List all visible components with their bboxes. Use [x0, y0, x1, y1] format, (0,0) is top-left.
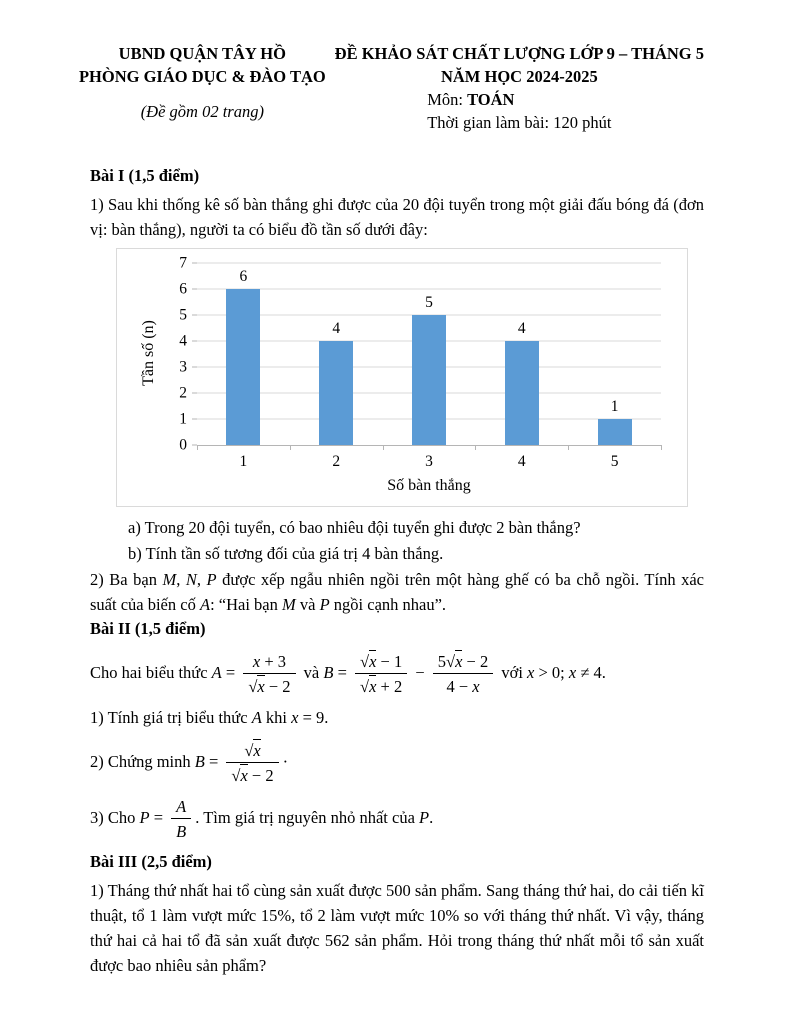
minus-sign: − [415, 662, 425, 682]
condition-text: x > 0; x ≠ 4. [527, 662, 606, 682]
subject-line [427, 88, 611, 111]
chart-gridline [197, 263, 661, 264]
x-axis-tick-mark [383, 445, 384, 450]
y-axis-tick-label: 7 [179, 254, 187, 272]
expression-A-lhs: A = [211, 662, 236, 682]
bai2-expressions [90, 651, 704, 697]
exam-title: ĐỀ KHẢO SÁT CHẤT LƯỢNG LỚP 9 – THÁNG 5 [334, 44, 704, 63]
y-axis-tick-label: 2 [179, 384, 187, 402]
school-year: NĂM HỌC 2024-2025 [440, 67, 598, 86]
x-axis-tick-mark [661, 445, 662, 450]
chart-bar-3 [412, 315, 446, 445]
section-title-bai3: Bài III (2,5 điểm) [90, 852, 212, 871]
fraction-B1 [355, 651, 407, 697]
with-word: với [501, 662, 528, 682]
y-axis-tick-label: 4 [179, 332, 187, 350]
x-axis-tick-mark [197, 445, 198, 450]
chart-gridline [197, 289, 661, 290]
y-axis-tick-label: 1 [179, 410, 187, 428]
math-variable: A [199, 595, 211, 614]
x-axis-tick-label: 5 [610, 453, 619, 470]
fraction-P-numerator: A [171, 796, 191, 819]
math-variable: P [319, 595, 330, 614]
text-segment: và [295, 595, 320, 614]
bar-value-label: 1 [610, 398, 619, 416]
bai2-q2-lhs: B = [194, 751, 219, 771]
math-variable: x = 9. [291, 708, 329, 727]
x-axis-tick-label: 3 [425, 453, 433, 470]
y-axis-tick-mark [192, 367, 197, 368]
bai2-q2-text: 2) Chứng minh [90, 751, 195, 771]
chart-plot-area [179, 254, 661, 470]
bai1-question2 [90, 567, 704, 617]
fraction-A-numerator: x + 3 [243, 651, 295, 674]
y-axis-tick-label: 6 [179, 280, 187, 298]
math-variable: M [282, 595, 296, 614]
y-axis-tick-mark [192, 263, 197, 264]
fraction-B-simplified [226, 740, 278, 786]
chart-x-axis-title: Số bàn thắng [387, 477, 471, 494]
fraction-B1-numerator: √x − 1 [355, 651, 407, 674]
x-axis-tick-label: 2 [332, 453, 341, 470]
bai3-question1: 1) Tháng thứ nhất hai tổ cùng sản xuất được 500 sản phẩm. Sang tháng thứ hai, do cải tiến kĩ thuật, tổ 1 làm vượt mức 15%, tổ 2 làm vượt mức 10% so với tháng thứ nhất. Vì vậy, tháng thứ hai cả hai tổ đã sản xuất được 562 sản phẩm. Hỏi trong tháng thứ nhất mỗi tổ sản xuất được bao nhiêu sản phẩm? [90, 881, 704, 975]
y-axis-tick-mark [192, 315, 197, 316]
chart-bar-1 [226, 289, 260, 445]
fraction-B-simplified-numerator: √x [226, 740, 278, 763]
bai2-q3-text: 3) Cho [90, 807, 140, 827]
chart-bar-5 [598, 419, 632, 445]
y-axis-tick-label: 3 [179, 358, 187, 376]
text-segment: 1) Tính giá trị biểu thức [90, 708, 252, 727]
fraction-B2-denominator: 4 − x [446, 677, 480, 696]
bai2-question2 [90, 740, 704, 786]
bai2-q3-lhs: P = [139, 807, 164, 827]
expression-B-lhs: B = [323, 662, 347, 682]
fraction-B1-denominator: √x + 2 [360, 677, 403, 696]
text-segment: ngồi cạnh nhau”. [329, 595, 447, 614]
chart-y-axis-title: Tần số (n) [140, 320, 157, 386]
bar-value-label: 4 [332, 320, 341, 338]
subject-label: Môn: [427, 90, 468, 109]
x-axis-tick-label: 1 [239, 453, 248, 470]
x-axis-tick-label: 4 [517, 453, 526, 470]
fraction-B2 [433, 651, 493, 697]
bai2-q3-variable: P [419, 807, 430, 827]
fraction-A-denominator: √x − 2 [248, 677, 291, 696]
dept-name: PHÒNG GIÁO DỤC & ĐÀO TẠO [78, 67, 326, 86]
section-title-bai2: Bài II (1,5 điểm) [90, 619, 206, 638]
fraction-P-denominator: B [176, 822, 187, 841]
y-axis-tick-mark [192, 419, 197, 420]
exam-meta-block [427, 88, 611, 134]
x-axis-tick-mark [568, 445, 569, 450]
bar-value-label: 4 [517, 320, 526, 338]
y-axis-tick-mark [192, 289, 197, 290]
math-variable: A [251, 708, 262, 727]
section-title-bai1: Bài I (1,5 điểm) [90, 166, 200, 185]
and-word: và [303, 662, 324, 682]
y-axis-tick-label: 0 [179, 436, 187, 454]
bai1-question-b: b) Tính tần số tương đối của giá trị 4 bàn thắng. [128, 544, 444, 563]
frequency-bar-chart [116, 248, 688, 507]
org-name: UBND QUẬN TÂY HỒ [118, 44, 286, 63]
text-segment: được xếp ngẫu nhiên ngồi trên một hàng ghế có ba chỗ ngồi. Tính xác suất của biến cố [90, 570, 705, 614]
y-axis-tick-mark [192, 341, 197, 342]
text-segment: 2) Ba bạn [90, 570, 163, 589]
chart-bar-4 [505, 341, 539, 445]
bai2-question3 [90, 796, 704, 842]
fraction-B-simplified-denominator: √x − 2 [231, 766, 274, 785]
duration-line: Thời gian làm bài: 120 phút [427, 113, 612, 132]
document-header [70, 42, 704, 134]
bar-value-label: 6 [239, 268, 248, 285]
header-right-block [335, 42, 704, 134]
x-axis-tick-mark [475, 445, 476, 450]
bar-value-label: 5 [425, 294, 433, 311]
header-left-block [70, 42, 335, 134]
page-count-note: (Đề gồm 02 trang) [140, 102, 264, 121]
document-body [90, 164, 704, 978]
bai2-intro-text: Cho hai biểu thức [90, 662, 212, 682]
fraction-P [171, 796, 191, 842]
math-variable: M, N, P [162, 570, 217, 589]
x-axis-tick-mark [290, 445, 291, 450]
bai1-question-a: a) Trong 20 đội tuyển, có bao nhiêu đội tuyển ghi được 2 bàn thắng? [128, 518, 581, 537]
bai2-question1 [90, 705, 704, 730]
y-axis-tick-label: 5 [179, 306, 187, 324]
chart-bar-2 [319, 341, 353, 445]
bai2-q2-dot: · [282, 751, 289, 771]
fraction-A [243, 651, 295, 697]
text-segment: khi [261, 708, 292, 727]
bai2-q3-period: . [429, 807, 434, 827]
subject-name: TOÁN [467, 90, 515, 109]
y-axis-tick-mark [192, 393, 197, 394]
text-segment: : “Hai bạn [210, 595, 282, 614]
fraction-B2-numerator: 5√x − 2 [433, 651, 493, 674]
bai2-q3-mid-text: . Tìm giá trị nguyên nhỏ nhất của [195, 807, 420, 827]
bai1-question1: 1) Sau khi thống kê số bàn thắng ghi được của 20 đội tuyển trong một giải đấu bóng đá (đơn vị: bàn thắng), người ta có biểu đồ tần số dưới đây: [90, 195, 704, 239]
